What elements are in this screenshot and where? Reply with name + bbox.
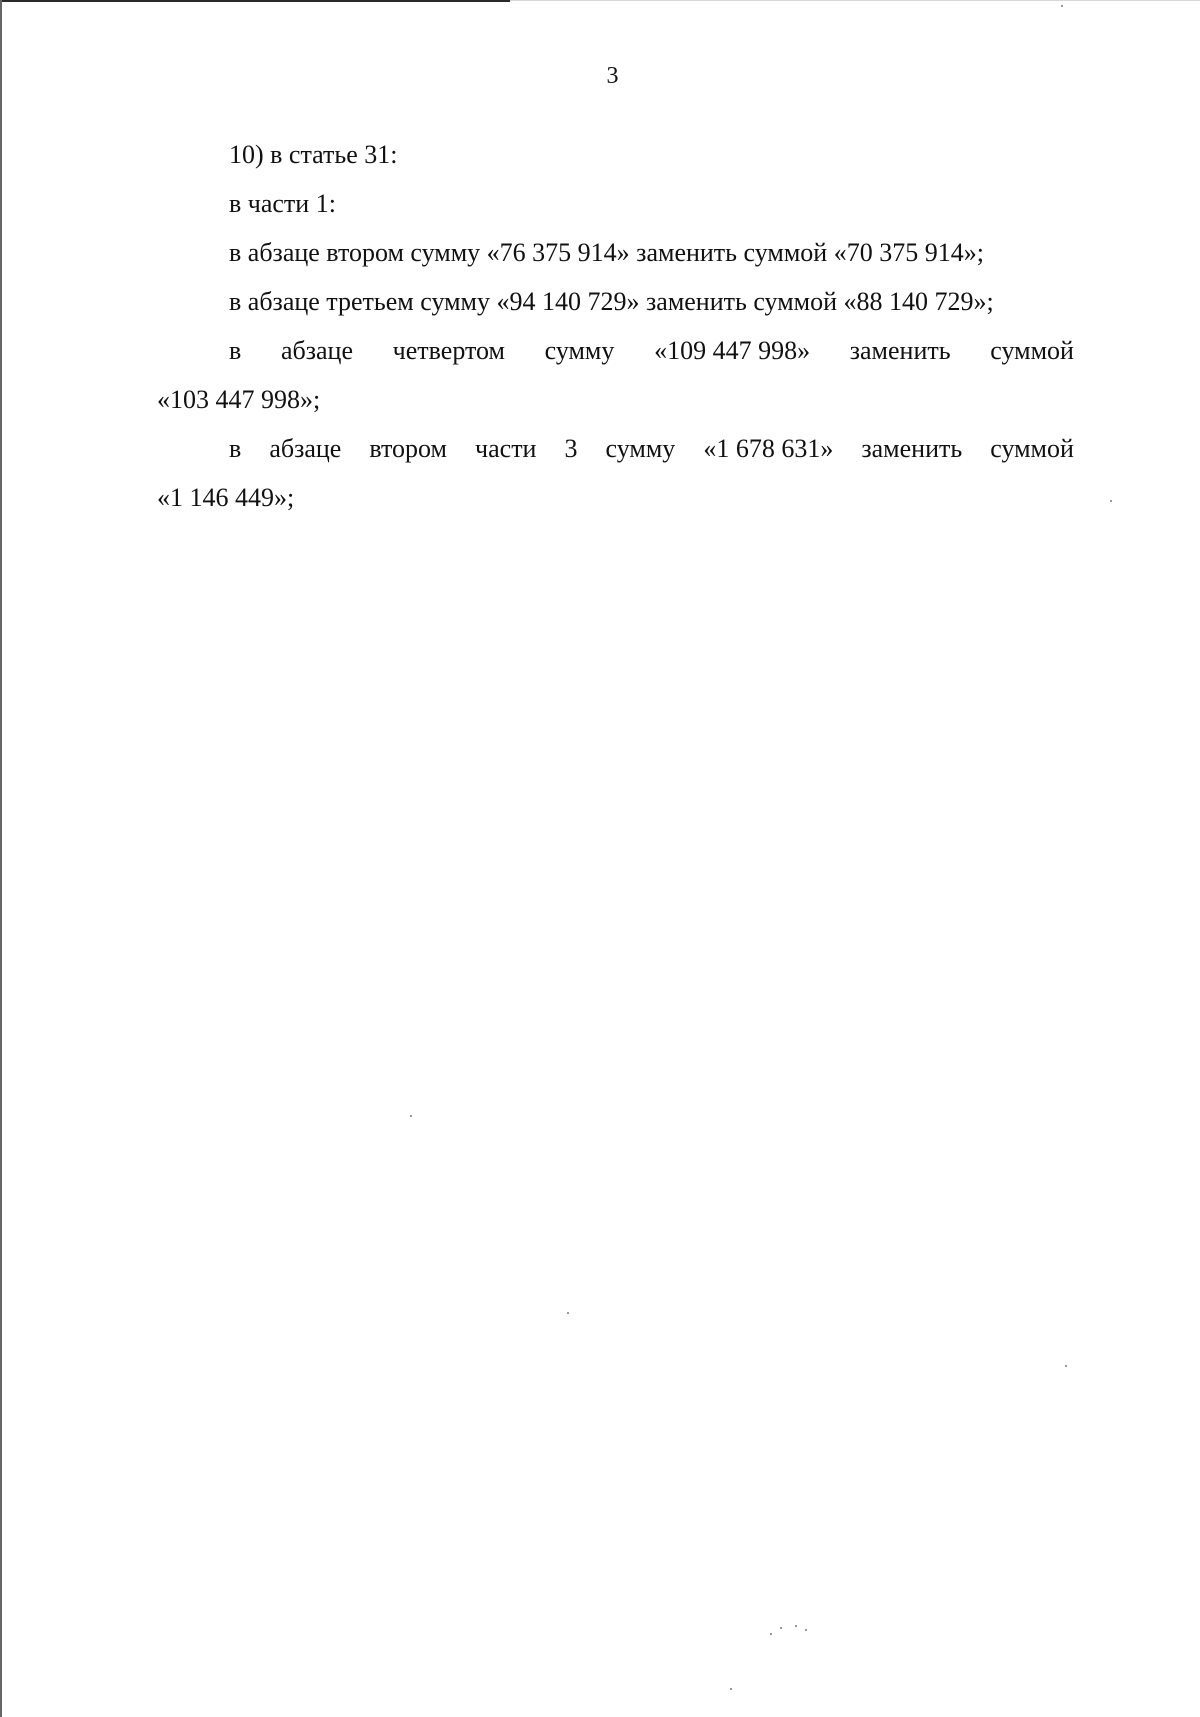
word: в [229, 336, 242, 365]
amendment-paragraph-4-line-1 [229, 430, 1074, 468]
amendment-paragraph-2: в абзаце третьем сумму «94 140 729» заменить суммой «88 140 729»; [229, 287, 994, 316]
word: четвертом [392, 336, 505, 365]
part-heading: в части 1: [229, 189, 336, 218]
scan-speck [410, 1115, 412, 1117]
scan-speck [1065, 1365, 1067, 1367]
scan-speck [1061, 5, 1063, 7]
amendment-paragraph-4-line-2: «1 146 449»; [157, 483, 295, 512]
page-number: 3 [606, 63, 619, 89]
amendment-paragraph-3-line-1 [229, 332, 1074, 370]
scan-speck [730, 1688, 732, 1690]
word: заменить [849, 336, 951, 365]
word: сумму [544, 336, 615, 365]
scan-left-edge [0, 0, 2, 1717]
scan-speck [1110, 500, 1112, 502]
scan-speck [805, 1629, 807, 1631]
word: абзаце [269, 434, 342, 463]
word: абзаце [280, 336, 353, 365]
word: сумму [605, 434, 676, 463]
scan-top-rule [0, 0, 510, 2]
word: «109 447 998» [654, 336, 811, 365]
word: 3 [564, 434, 578, 463]
scan-speck [770, 1633, 772, 1635]
scan-speck [567, 1312, 569, 1314]
word: заменить [861, 434, 963, 463]
word: в [229, 434, 242, 463]
article-heading: 10) в статье 31: [229, 140, 398, 169]
word: «1 678 631» [703, 434, 834, 463]
word: суммой [990, 336, 1074, 365]
scan-speck [795, 1625, 797, 1627]
word: части [475, 434, 537, 463]
word: втором [369, 434, 447, 463]
amendment-paragraph-1: в абзаце втором сумму «76 375 914» заменить суммой «70 375 914»; [229, 238, 984, 267]
word: суммой [990, 434, 1074, 463]
scan-speck [780, 1627, 782, 1629]
amendment-paragraph-3-line-2: «103 447 998»; [157, 385, 321, 414]
